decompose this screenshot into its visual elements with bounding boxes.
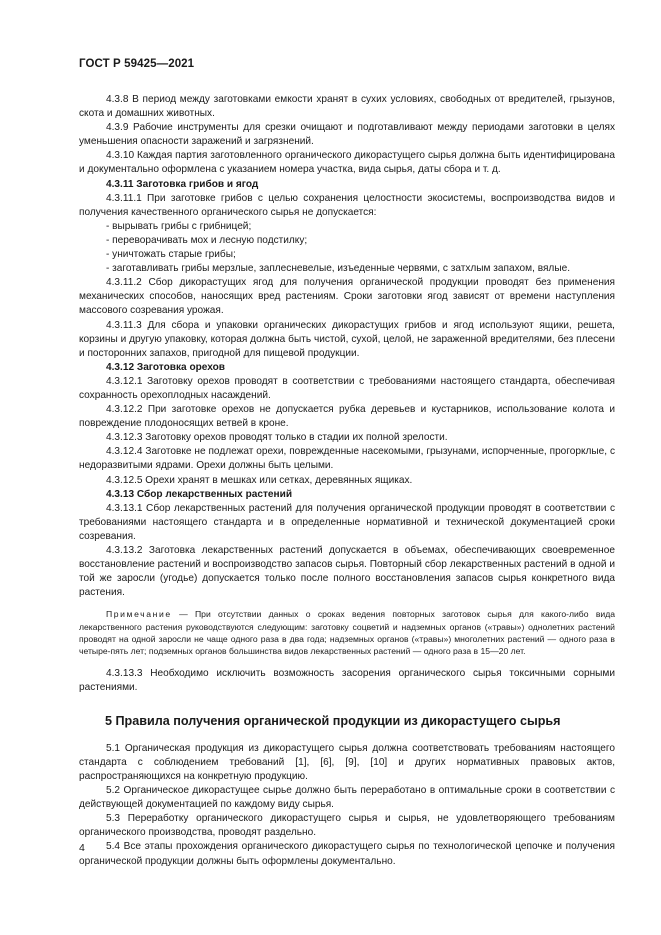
subheading-4-3-12: 4.3.12 Заготовка орехов xyxy=(106,361,225,373)
note-label: Примечание xyxy=(106,609,172,620)
paragraph-4-3-12-3: 4.3.12.3 Заготовку орехов проводят только в стадии их полной зрелости. xyxy=(106,432,448,444)
list-item: - переворачивать мох и лесную подстилку; xyxy=(106,234,308,246)
subheading-4-3-11: 4.3.11 Заготовка грибов и ягод xyxy=(106,178,259,190)
paragraph-4-3-8: 4.3.8 В период между заготовками емкости хранят в сухих условиях, свободных от вредителей, грызунов, скота и домашних животных. xyxy=(79,94,615,120)
paragraph-4-3-13-2: 4.3.13.2 Заготовка лекарственных растений допускается в объемах, обеспечивающих своевременное восстановление растений и воспроизводство запасов сырья. Повторный сбор лекарственных растений в одной и той же заросли (угодье) допускается только после полного восстановления запасов сырья конкретного вида растения. xyxy=(79,545,615,599)
section-heading-5: 5 Правила получения органической продукции из дикорастущего сырья xyxy=(105,713,561,728)
page-number: 4 xyxy=(79,842,85,854)
paragraph-4-3-11-1: 4.3.11.1 При заготовке грибов с целью сохранения целостности экосистемы, воспроизводства видов и получения качественного органического сырья не допускается: xyxy=(79,192,615,218)
page-body xyxy=(79,93,615,869)
paragraph-5-4: 5.4 Все этапы прохождения органического дикорастущего сырья по технологической цепочке и получения органической продукции должны быть оформлены документально. xyxy=(79,841,615,867)
paragraph-4-3-12-2: 4.3.12.2 При заготовке орехов не допускается рубка деревьев и кустарников, использование колота и повреждение плодоносящих ветвей в кроне. xyxy=(79,404,615,430)
paragraph-5-1: 5.1 Органическая продукция из дикорастущего сырья должна соответствовать требованиям настоящего стандарта с соблюдением требований [1], [6], [9], [10] и других нормативных правовых актов, распространяющихся на конкретную продукцию. xyxy=(79,742,615,782)
paragraph-4-3-10: 4.3.10 Каждая партия заготовленного органического дикорастущего сырья должна быть идентифицирована и документально оформлена с указанием номера участка, вида сырья, даты сбора и т. д. xyxy=(79,150,615,176)
list-item: - вырывать грибы с грибницей; xyxy=(106,220,252,232)
note-text: — При отсутствии данных о сроках ведения повторных заготовок сырья для какого-либо вида лекарственного растения руководствуются следующим: заготовку соцветий и надземных органов («травы») однолетних растений проводят на одной заросли не чаще одного раза в два года; надземных органов («травы») многолетних растений — одного раза в четыре-пять лет; подземных органов большинства видов лекарственных растений — одного раза в 15—20 лет. xyxy=(79,609,615,657)
paragraph-5-2: 5.2 Органическое дикорастущее сырье должно быть переработано в оптимальные сроки в соответствии с действующей документацией по каждому виду сырья. xyxy=(79,785,615,811)
paragraph-4-3-13-3: 4.3.13.3 Необходимо исключить возможность засорения органического сырья токсичными сорными растениями. xyxy=(79,667,615,693)
paragraph-4-3-12-1: 4.3.12.1 Заготовку орехов проводят в соответствии с требованиями настоящего стандарта, обеспечивая сохранность орехоплодных насаждений. xyxy=(79,375,615,401)
list-item: - заготавливать грибы мерзлые, заплесневелые, изъеденные червями, с затхлым запахом, вялые. xyxy=(106,263,570,275)
paragraph-4-3-13-1: 4.3.13.1 Сбор лекарственных растений для получения органической продукции проводят в соответствии с требованиями настоящего стандарта и в определенные нормативной и технической документацией сроки созревания. xyxy=(79,502,615,542)
paragraph-4-3-11-2: 4.3.11.2 Сбор дикорастущих ягод для получения органической продукции проводят без применения механических способов, наносящих вред растениям. Сроки заготовки ягод зависят от времени наступления массового созревания урожая. xyxy=(79,277,615,317)
list-item: - уничтожать старые грибы; xyxy=(106,249,236,261)
note xyxy=(79,608,615,657)
paragraph-4-3-12-4: 4.3.12.4 Заготовке не подлежат орехи, поврежденные насекомыми, грызунами, испорченные, прогорклые, с недоразвитыми ядрами. Орехи должны быть целыми. xyxy=(79,446,615,472)
paragraph-4-3-9: 4.3.9 Рабочие инструменты для срезки очищают и подготавливают между периодами заготовки в целях уменьшения опасности заражений и загрязнений. xyxy=(79,122,615,148)
document-header: ГОСТ Р 59425—2021 xyxy=(79,58,195,70)
paragraph-5-3: 5.3 Переработку органического дикорастущего сырья и сырья, не удовлетворяющего требованиям органического производства, проводят раздельно. xyxy=(79,813,615,839)
paragraph-4-3-12-5: 4.3.12.5 Орехи хранят в мешках или сетках, деревянных ящиках. xyxy=(106,474,413,486)
subheading-4-3-13: 4.3.13 Сбор лекарственных растений xyxy=(106,488,293,500)
paragraph-4-3-11-3: 4.3.11.3 Для сбора и упаковки органических дикорастущих грибов и ягод используют ящики, решета, корзины и другую упаковку, которая должна быть чистой, сухой, целой, не зараженной вредителями, без плесени и посторонних запахов, пригодной для пищевой продукции. xyxy=(79,319,615,359)
